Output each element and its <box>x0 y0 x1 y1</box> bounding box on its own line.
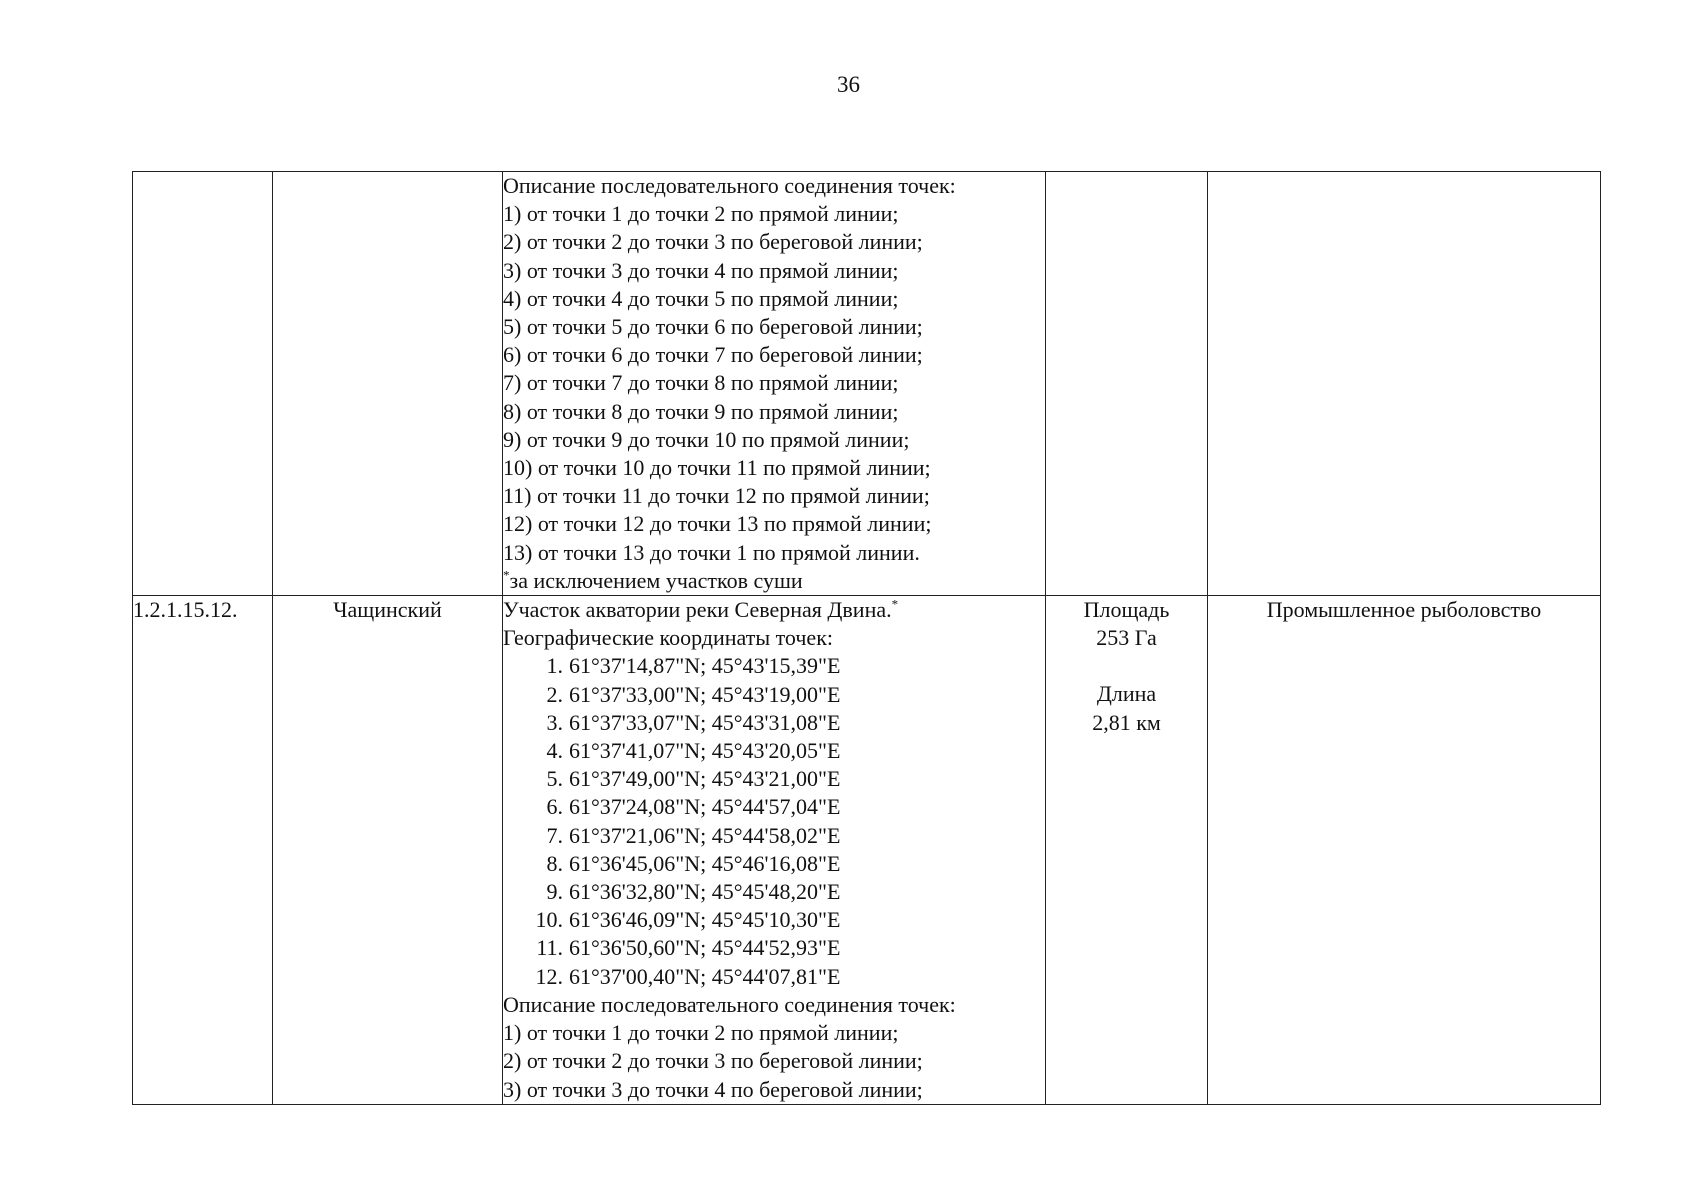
coordinate-item <box>503 878 1045 906</box>
spacer <box>1046 652 1207 680</box>
coordinate-item <box>503 737 1045 765</box>
length-value: 2,81 км <box>1092 709 1161 735</box>
coordinate-item <box>503 765 1045 793</box>
coordinate-value: 61°37'21,06"N; 45°44'58,02"E <box>569 822 841 848</box>
coordinate-item <box>503 906 1045 934</box>
coordinate-item <box>503 850 1045 878</box>
site-size-cell <box>1046 596 1208 1105</box>
area-value: 253 Га <box>1096 625 1157 651</box>
coordinate-number: 7. <box>546 822 563 848</box>
coordinate-value: 61°37'41,07"N; 45°43'20,05"E <box>569 738 841 764</box>
coordinate-value: 61°37'24,08"N; 45°44'57,04"E <box>569 794 841 820</box>
coordinate-number: 4. <box>546 738 563 764</box>
site-size-cell <box>1046 172 1208 596</box>
description-line: 12) от точки 12 до точки 13 по прямой линии; <box>503 511 932 537</box>
coordinate-value: 61°37'14,87"N; 45°43'15,39"E <box>569 653 841 679</box>
footnote-text: за исключением участков суши <box>509 567 803 593</box>
coordinate-item <box>503 963 1045 991</box>
site-title <box>503 596 1045 624</box>
coordinate-number: 1. <box>546 653 563 679</box>
site-description-cell <box>503 596 1046 1105</box>
site-usage-cell <box>1208 172 1601 596</box>
coordinate-number: 9. <box>546 879 563 905</box>
coordinate-item <box>503 934 1045 962</box>
site-name-cell: Чащинский <box>273 596 503 1105</box>
description-line: 3) от точки 3 до точки 4 по береговой линии; <box>503 1076 923 1102</box>
description-line: 13) от точки 13 до точки 1 по прямой линии. <box>503 539 920 565</box>
footnote-mark: * <box>503 567 510 583</box>
table-row <box>133 172 1601 596</box>
description-line: 1) от точки 1 до точки 2 по прямой линии; <box>503 1020 899 1046</box>
coordinate-value: 61°37'33,07"N; 45°43'31,08"E <box>569 709 841 735</box>
coordinate-value: 61°36'32,80"N; 45°45'48,20"E <box>569 879 841 905</box>
description-line: 1) от точки 1 до точки 2 по прямой линии; <box>503 201 899 227</box>
coordinate-number: 6. <box>546 794 563 820</box>
site-title-mark: * <box>891 596 899 612</box>
coordinate-value: 61°36'50,60"N; 45°44'52,93"E <box>569 935 841 961</box>
coordinate-number: 11. <box>536 935 563 961</box>
coordinate-item <box>503 793 1045 821</box>
coordinate-number: 3. <box>546 709 563 735</box>
coordinate-value: 61°37'33,00"N; 45°43'19,00"E <box>569 681 841 707</box>
coordinate-item <box>503 822 1045 850</box>
site-name-cell <box>273 172 503 596</box>
description-line: 5) от точки 5 до точки 6 по береговой линии; <box>503 314 923 340</box>
site-description-cell <box>503 172 1046 596</box>
site-number-cell: 1.2.1.15.12. <box>133 596 273 1105</box>
description-line: 6) от точки 6 до точки 7 по береговой линии; <box>503 342 923 368</box>
description-line: 4) от точки 4 до точки 5 по прямой линии; <box>503 285 899 311</box>
coordinate-value: 61°37'49,00"N; 45°43'21,00"E <box>569 766 841 792</box>
description-line: 3) от точки 3 до точки 4 по прямой линии; <box>503 257 899 283</box>
description-line: 10) от точки 10 до точки 11 по прямой линии; <box>503 455 931 481</box>
area-label: Площадь <box>1083 597 1170 623</box>
description-line: Описание последовательного соединения точек: <box>503 991 956 1017</box>
description-line: 7) от точки 7 до точки 8 по прямой линии; <box>503 370 899 396</box>
footnote <box>503 567 1045 595</box>
description-line: 11) от точки 11 до точки 12 по прямой линии; <box>503 483 930 509</box>
site-usage-cell: Промышленное рыболовство <box>1208 596 1601 1105</box>
site-title-text: Участок акватории реки Северная Двина. <box>503 597 892 623</box>
fishing-sites-table <box>132 171 1601 1105</box>
length-label: Длина <box>1096 681 1157 707</box>
description-line: 2) от точки 2 до точки 3 по береговой линии; <box>503 229 923 255</box>
description-line: 8) от точки 8 до точки 9 по прямой линии; <box>503 398 899 424</box>
table-row <box>133 596 1601 1105</box>
description-line: 9) от точки 9 до точки 10 по прямой линии; <box>503 426 910 452</box>
description-line: 2) от точки 2 до точки 3 по береговой линии; <box>503 1048 923 1074</box>
coordinate-value: 61°37'00,40"N; 45°44'07,81"E <box>569 963 841 989</box>
coordinates-list <box>503 652 1045 990</box>
coordinate-number: 5. <box>546 766 563 792</box>
coordinates-header: Географические координаты точек: <box>503 625 833 651</box>
site-number-cell <box>133 172 273 596</box>
coordinate-number: 12. <box>535 963 563 989</box>
coordinate-item <box>503 681 1045 709</box>
connection-description-list <box>503 991 1045 1104</box>
coordinate-number: 8. <box>546 850 563 876</box>
connection-description-list <box>503 172 1045 567</box>
coordinate-number: 10. <box>535 907 563 933</box>
coordinate-item <box>503 652 1045 680</box>
page-number: 36 <box>837 72 860 97</box>
coordinate-value: 61°36'46,09"N; 45°45'10,30"E <box>569 907 841 933</box>
coordinate-number: 2. <box>546 681 563 707</box>
coordinate-item <box>503 709 1045 737</box>
coordinate-value: 61°36'45,06"N; 45°46'16,08"E <box>569 850 841 876</box>
description-line: Описание последовательного соединения точек: <box>503 173 956 198</box>
